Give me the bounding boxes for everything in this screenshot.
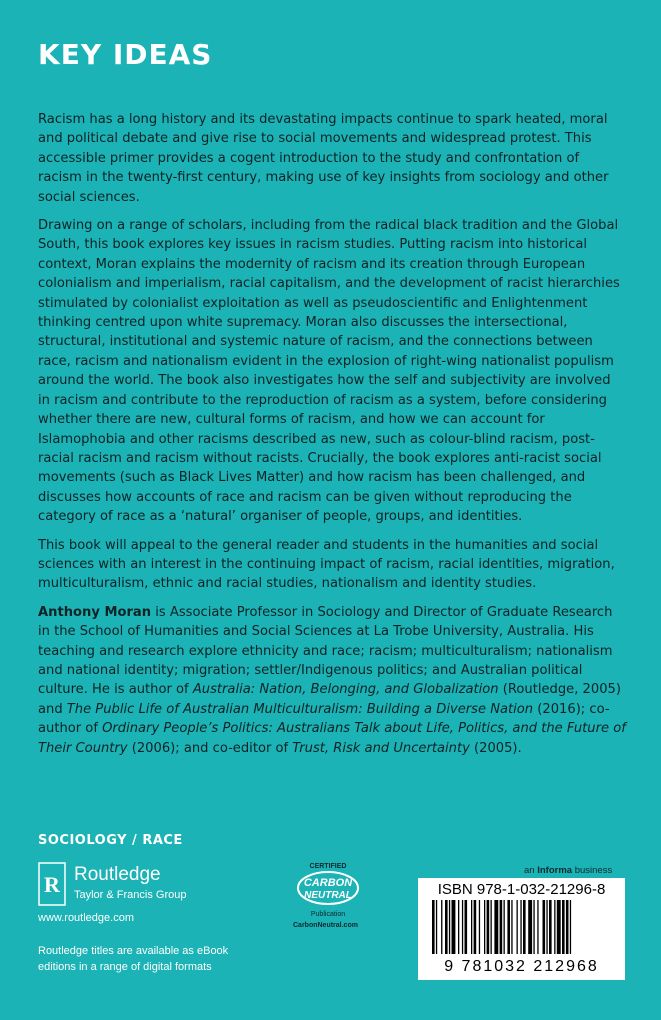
routledge-mark-icon [38,862,66,906]
barcode-bar [562,900,565,954]
back-cover-blurb [38,110,626,767]
barcode-bar [570,900,571,954]
barcode-bar [557,900,561,954]
book-title-3: Ordinary People’s Politics: Australians Talk about Life, Politics, and the Future of Their Country [38,721,626,756]
book-title-4: Trust, Risk and Uncertainty [292,740,470,756]
barcode-bar [445,900,448,954]
barcode-bar [554,900,555,954]
bio-text-5: (2005). [469,740,522,756]
blurb-paragraph-3: This book will appeal to the general reader and students in the humanities and social sciences with an interest in the continuing impact of racism, racial identities, migration, multiculturalism, ethnic and racial studies, nationalism and identity studies. [38,537,615,592]
bio-text-3: (2016); co-author of [38,701,610,737]
subject-category: SOCIOLOGY / RACE [38,833,183,848]
carbon-line-2: NEUTRAL [304,890,352,901]
isbn-barcode [418,878,625,980]
publisher-group: Taylor & Francis Group [74,889,187,901]
barcode-bar [436,900,437,954]
carbon-neutral-logo-icon [290,858,380,932]
barcode-bar [487,900,490,954]
informa-business [524,865,612,876]
barcode-bar [432,900,435,954]
barcode-icon [426,900,617,956]
book-title-1: Australia: Nation, Belonging, and Globalization [192,682,499,698]
barcode-bar [441,900,442,954]
bio-text-2: (Routledge, 2005) and [38,682,621,717]
barcode-bar [546,900,547,954]
barcode-bar [479,900,480,954]
ebook-note: Routledge titles are available as eBook editions in a range of digital formats [38,945,229,973]
barcode-digits: 9 781032 212968 [444,958,599,975]
barcode-bar [549,900,552,954]
author-bio [38,603,626,758]
bio-text-4: (2006); and co-editor of [127,740,293,756]
barcode-bar [465,900,468,954]
barcode-bar [543,900,546,954]
barcode-bar [520,900,521,954]
barcode-bar [537,900,538,954]
barcode-bar [458,900,459,954]
blurb-paragraph-1: Racism has a long history and its devastating impacts continue to spark heated, moral and political debate and give rise to social movements and widespread protest. This accessible primer provides a cogent introduction to the study and confrontation of racism in the twenty-first century, making use of key insights from sociology and other social sciences. [38,112,609,205]
barcode-bar [566,900,569,954]
barcode-bar [504,900,505,954]
informa-suffix: business [572,865,613,876]
carbon-publication: Publication [310,911,346,918]
carbon-certified: CERTIFIED [309,863,347,870]
barcode-bar [500,900,503,954]
publisher-name: Routledge [74,864,161,885]
bio-text-1: is Associate Professor in Sociology and Director of Graduate Research in the School of Humanities and Social Sciences at La Trobe University, Australia. His teaching and research explore ethnicity and race; racism; multiculturalism; nationalism and national identity; migration; settler/Indigenous politics; and Australian political culture. He is author of [38,604,613,698]
informa-prefix: an [524,865,538,876]
author-name: Anthony Moran [38,604,152,620]
barcode-bar [523,900,526,954]
routledge-mark-letter: R [44,872,60,897]
barcode-bar [491,900,492,954]
informa-brand: Informa [537,865,573,876]
barcode-bar [462,900,463,954]
barcode-bar [517,900,518,954]
barcode-bar [452,900,456,954]
barcode-bar [474,900,477,954]
book-title-2: The Public Life of Australian Multiculturalism: Building a Diverse Nation [66,701,534,717]
barcode-bar [471,900,472,954]
barcode-bar [528,900,532,954]
barcode-bar [484,900,485,954]
isbn-label: ISBN 978-1-032-21296-8 [437,881,606,898]
carbon-neutral-url: CarbonNeutral.com [293,922,358,929]
blurb-paragraph-2: Drawing on a range of scholars, including from the radical black tradition and the Global South, this book explores key issues in racism studies. Putting racism into historical context, Moran explains the modernity of racism and its creation through European colonialism and imperialism, racial capitalism, and the development of racist hierarchies stimulated by colonialist exploitation as well as pseudoscientific and Enlightenment thinking centred upon white supremacy. Moran also discusses the intersectional, structural, institutional and systemic nature of racism, and the connections between race, racism and nationalism evident in the explosion of right-wing nationalist populism around the world. The book also investigates how the self and subjectivity are involved in racism and contribute to the reproduction of racism as a system, before considering whether there are new, cultural forms of racism, and how we can account for Islamophobia and other racisms described as new, such as colour-blind racism, post-racial racism and racism without racists. Crucially, the book explores anti-racist social movements (such as Black Lives Matter) and how racism has been challenged, and discusses how accounts of race and racism can be given without reproducing the category of race as a ‘natural’ organiser of people, groups, and identities. [38,218,620,525]
barcode-bar [507,900,510,954]
publisher-url[interactable]: www.routledge.com [38,912,134,924]
page-title: KEY IDEAS [38,38,213,71]
barcode-bar [533,900,534,954]
barcode-bar [494,900,498,954]
publisher-logo [38,862,228,906]
barcode-bar [449,900,450,954]
carbon-line-1: CARBON [303,877,353,889]
barcode-bar [511,900,512,954]
